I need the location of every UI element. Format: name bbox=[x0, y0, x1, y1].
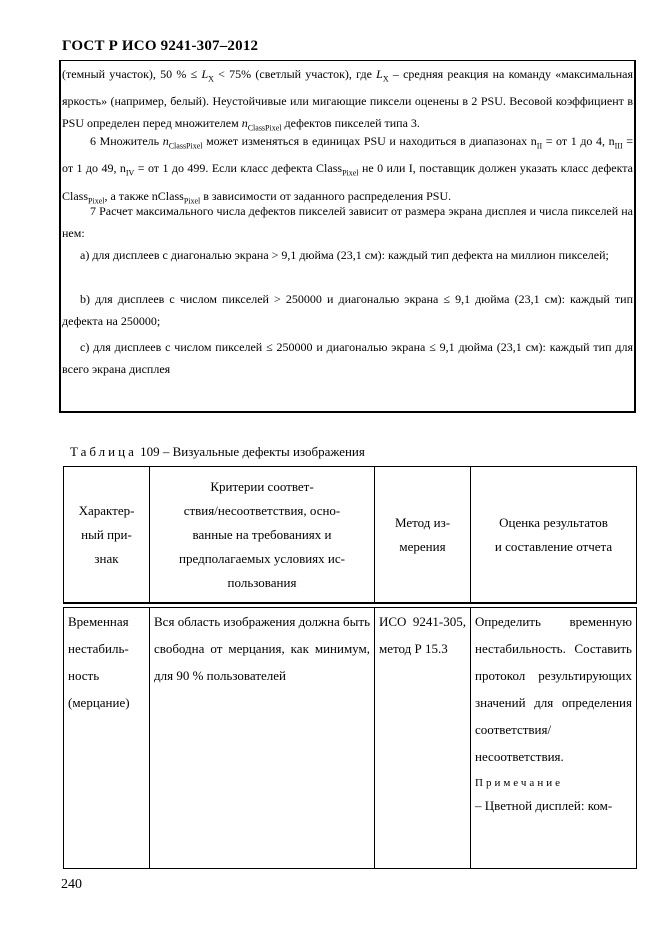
document-header: ГОСТ Р ИСО 9241-307–2012 bbox=[62, 38, 259, 54]
cell-method: ИСО 9241-305, метод Р 15.3 bbox=[375, 608, 471, 869]
note-paragraph-5: b) для дисплеев с числом пикселей > 250000 и диагональю экрана ≤ 9,1 дюйма (23,1 см): каждый тип дефекта на 250000; bbox=[62, 292, 633, 328]
note-paragraph-1: (темный участок), 50 % ≤ $L_X < 75\%$ (светлый участок), где $L_X$ – средняя реакция на команду «максимальная яркость» (например, белый). Неустойчивые или мигающие пиксели оценены в 2 PSU. Весовой коэффициент в PSU определен перед множителем $n_{ClassPixel}$ дефектов пикселей типа 3. bbox=[62, 67, 634, 133]
note-paragraph-6: с) для дисплеев с числом пикселей ≤ 250000 и диагональю экрана ≤ 9,1 дюйма (23,1 см): каждый тип для всего экрана дисплея bbox=[62, 340, 633, 376]
evaluation-text: Определить временную нестабильность. Составить протокол результирующих значений для определения соответствия/несоответствия. bbox=[475, 614, 632, 764]
note-paragraph-4: а) для дисплеев с диагональю экрана > 9,1 дюйма (23,1 см): каждый тип дефекта на миллион пикселей; bbox=[80, 248, 609, 262]
page-number: 240 bbox=[61, 877, 82, 892]
note-label: Примечание bbox=[475, 777, 563, 789]
table-caption-text: 109 – Визуальные дефекты изображения bbox=[140, 444, 365, 459]
note-paragraph-2: 6 Множитель $n_{ClassPixel}$ может изменяться в единицах PSU и находиться в диапазонах $n_{II}$ = от 1 до 4, $n_{III}$ = от 1 до 49, $n_{IV}$ = от 1 до 499. Если класс дефекта Class$_{Pixel}$ не 0 или I, поставщик должен указать класс дефекта Class$_{Pixel}$, а также nClass$_{Pixel}$ в зависимости от заданного распределения PSU. bbox=[62, 134, 633, 206]
table-caption-label: Таблица bbox=[70, 444, 137, 459]
cell-feature: Временная нестабиль- ность (мерцание) bbox=[64, 608, 150, 869]
cell-criteria: Вся область изображения должна быть свободна от мерцания, как минимум, для 90 % пользователей bbox=[150, 608, 375, 869]
visual-defects-table bbox=[63, 466, 637, 869]
column-header-criteria: Критерии соответ- ствия/несоответствия, осно- ванные на требованиях и предполагаемых условиях ис- пользования bbox=[150, 467, 375, 604]
column-header-method: Метод из- мерения bbox=[375, 467, 471, 604]
note-paragraph-3: 7 Расчет максимального числа дефектов пикселей зависит от размера экрана дисплея и числа пикселей на нем: bbox=[62, 204, 633, 240]
table-row bbox=[64, 608, 637, 869]
table-caption bbox=[70, 444, 365, 460]
column-header-feature: Характер- ный при- знак bbox=[64, 467, 150, 604]
note-text: – Цветной дисплей: ком- bbox=[475, 798, 613, 813]
cell-evaluation bbox=[471, 608, 637, 869]
column-header-evaluation: Оценка результатов и составление отчета bbox=[471, 467, 637, 604]
